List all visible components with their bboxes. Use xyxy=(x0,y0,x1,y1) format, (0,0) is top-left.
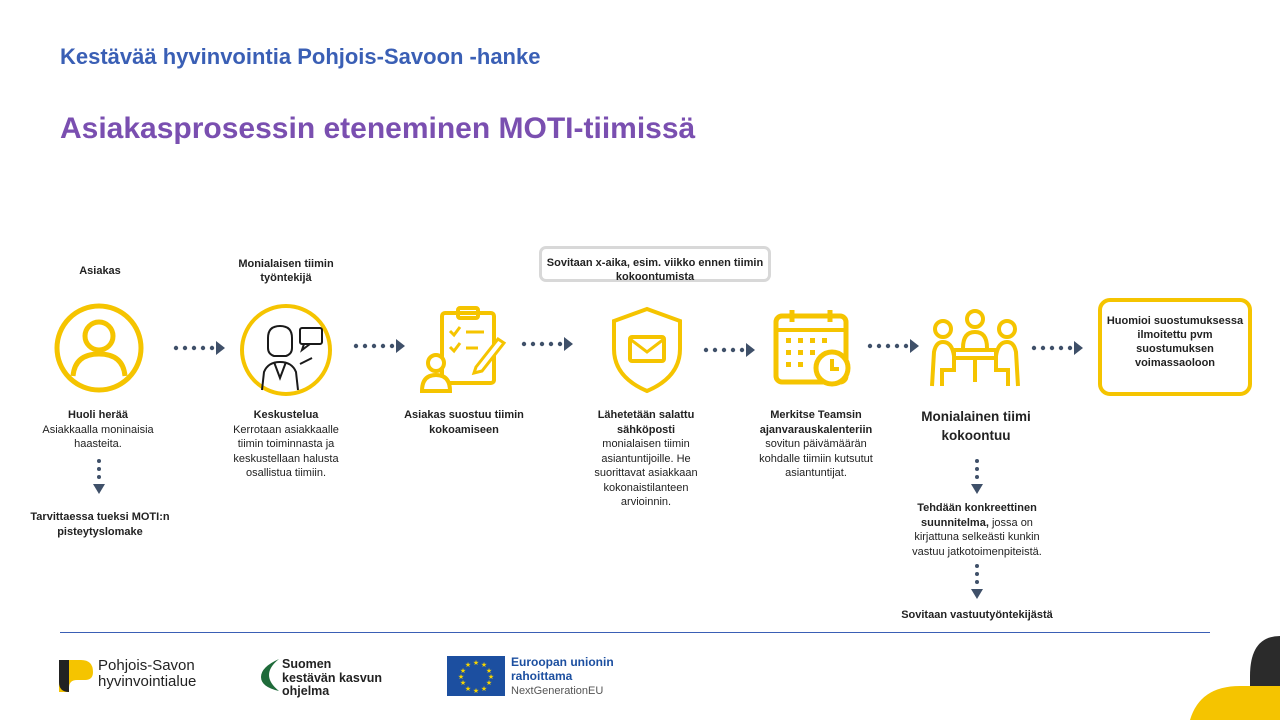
footer-divider xyxy=(60,632,1210,633)
pohjois-savo-logo-icon xyxy=(59,660,93,692)
step2-bold: Keskustelua xyxy=(253,409,319,421)
right-arrow-3 xyxy=(520,336,574,352)
step2-text xyxy=(222,408,350,481)
svg-text:★: ★ xyxy=(485,667,493,675)
svg-text:★: ★ xyxy=(459,679,467,687)
logo2-line3: ohjelma xyxy=(282,684,330,698)
page-title: Asiakasprosessin eteneminen MOTI-tiimissä xyxy=(60,112,696,145)
team-meeting-icon xyxy=(930,308,1020,392)
step6-final: Sovitaan vastuutyöntekijästä xyxy=(901,609,1053,621)
right-arrow-6 xyxy=(1030,340,1084,356)
logo1-line2: hyvinvointialue xyxy=(98,673,197,690)
worker-chat-icon xyxy=(238,302,334,398)
step5-text xyxy=(752,408,880,481)
svg-text:★: ★ xyxy=(457,673,465,681)
svg-text:★: ★ xyxy=(485,679,493,687)
down-arrow-2 xyxy=(969,458,985,496)
svg-text:★: ★ xyxy=(464,661,472,669)
step1-bold: Huoli herää xyxy=(68,409,128,421)
logo1-text xyxy=(98,658,196,690)
svg-text:★: ★ xyxy=(487,673,495,681)
logo1-line1: Pohjois-Savon xyxy=(98,657,195,674)
calendar-clock-icon xyxy=(772,306,856,390)
step5-bold: Merkitse Teamsin ajanvarauskalenteriin xyxy=(759,409,873,436)
logo2-text xyxy=(282,658,382,699)
down-arrow-3 xyxy=(969,563,985,601)
step6-followup xyxy=(900,501,1054,559)
step4-bold: Lähetetään salattu sähköposti xyxy=(597,409,695,436)
eu-flag-icon xyxy=(447,656,505,696)
step1-text xyxy=(30,408,166,452)
svg-text:★: ★ xyxy=(472,687,480,695)
corner-decoration xyxy=(1190,636,1280,720)
down-arrow-1 xyxy=(91,458,107,496)
logo3-line3: NextGenerationEU xyxy=(511,685,604,697)
timing-note: Sovitaan x-aika, esim. viikko ennen tiimin kokoontumista xyxy=(539,246,771,282)
step1-followup: Tarvittaessa tueksi MOTI:n pisteytyslomake xyxy=(30,511,170,538)
step2-desc: Kerrotaan asiakkaalle tiimin toiminnasta ja keskustellaan halusta osallistua tiimiin. xyxy=(233,423,339,479)
step2-heading: Monialaisen tiimin työntekijä xyxy=(238,258,334,284)
logo2-line1: Suomen xyxy=(282,657,332,671)
step1-heading: Asiakas xyxy=(79,265,121,277)
logo3-text xyxy=(511,655,614,698)
right-arrow-2 xyxy=(352,338,406,354)
svg-text:★: ★ xyxy=(464,685,472,693)
step5-desc: sovitun päivämäärän kohdalle tiimiin kutsutut asiantuntijat. xyxy=(759,438,873,479)
right-arrow-1 xyxy=(172,340,226,356)
step6-bold: Monialainen tiimi kokoontuu xyxy=(921,409,1031,443)
step6-followup-desc: jossa on kirjattuna selkeästi kunkin vastuu jatkotoimenpiteistä. xyxy=(912,516,1042,558)
right-arrow-5 xyxy=(866,338,920,354)
leaf-logo-icon xyxy=(261,657,281,693)
logo3-line1: Euroopan unionin xyxy=(511,655,614,669)
step4-text xyxy=(580,408,712,510)
clipboard-person-icon xyxy=(420,305,510,393)
right-arrow-4 xyxy=(702,342,756,358)
step3-bold: Asiakas suostuu tiimin kokoamiseen xyxy=(404,409,524,436)
logo2-line2: kestävän kasvun xyxy=(282,670,383,685)
step6-followup-bold: Tehdään konkreettinen suunnitelma, xyxy=(917,502,1037,529)
shield-mail-icon xyxy=(608,305,686,395)
step1-desc: Asiakkaalla moninaisia haasteita. xyxy=(42,423,154,450)
svg-text:★: ★ xyxy=(459,667,467,675)
consent-reminder-box: Huomioi suostumuksessa ilmoitettu pvm suostumuksen voimassaoloon xyxy=(1098,298,1252,396)
step4-desc: monialaisen tiimin asiantuntijoille. He suorittavat asiakkaan kokonaistilanteen arvioinnin. xyxy=(594,438,698,508)
svg-text:★: ★ xyxy=(480,685,488,693)
person-icon xyxy=(53,302,145,394)
logo3-line2: rahoittama xyxy=(511,669,573,683)
project-subtitle: Kestävää hyvinvointia Pohjois-Savoon -hanke xyxy=(60,44,541,69)
svg-text:★: ★ xyxy=(480,661,488,669)
svg-text:★: ★ xyxy=(472,659,480,667)
